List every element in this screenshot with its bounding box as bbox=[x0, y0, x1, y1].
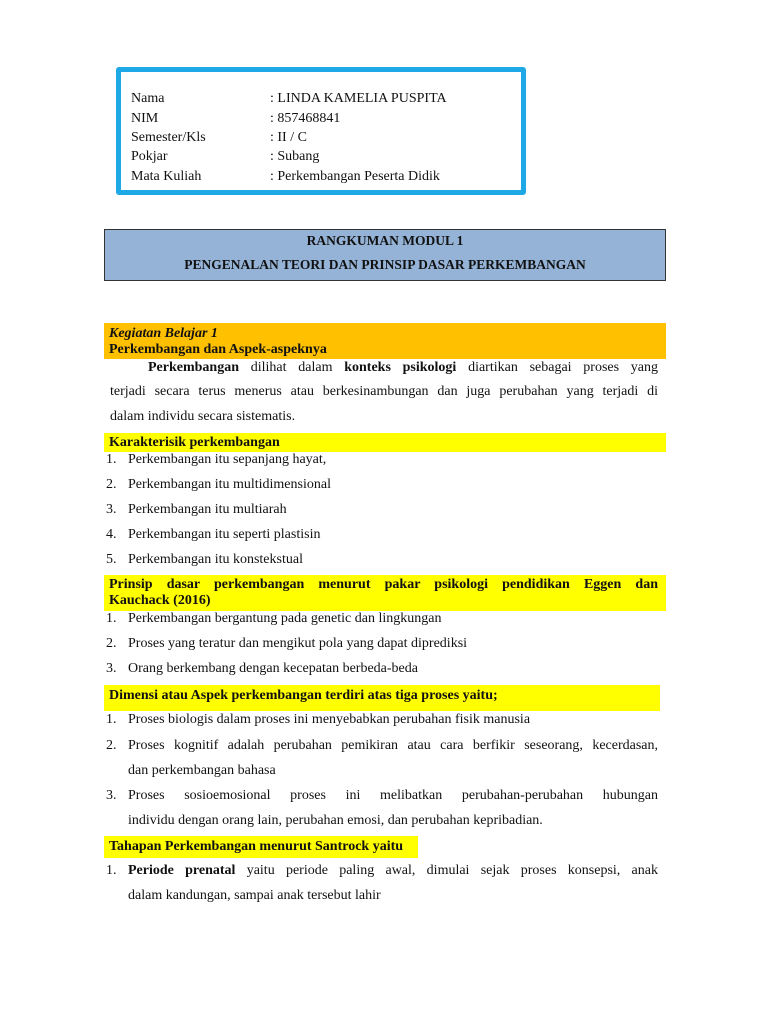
section-header bbox=[104, 323, 666, 359]
list-text: Perkembangan itu multidimensional bbox=[128, 477, 331, 492]
list-number: 2. bbox=[106, 477, 117, 492]
list-text: Orang berkembang dengan kecepatan berbeda-beda bbox=[128, 661, 418, 676]
prinsip-heading-line-1: Prinsip dasar perkembangan menurut pakar psikologi pendidikan Eggen dan bbox=[109, 577, 658, 592]
tahapan-heading: Tahapan Perkembangan menurut Santrock yaitu bbox=[104, 836, 418, 858]
list-number: 1. bbox=[106, 611, 117, 626]
intro-text: dilihat dalam bbox=[239, 360, 345, 375]
list-text-rest: yaitu periode paling awal, dimulai sejak proses konsepsi, anak bbox=[235, 863, 658, 878]
list-number: 2. bbox=[106, 636, 117, 651]
list-text: Perkembangan itu seperti plastisin bbox=[128, 527, 321, 542]
list-number: 3. bbox=[106, 788, 117, 803]
dimensi-heading: Dimensi atau Aspek perkembangan terdiri atas tiga proses yaitu; bbox=[104, 685, 660, 711]
list-number: 2. bbox=[106, 738, 117, 753]
section-heading: Perkembangan dan Aspek-aspeknya bbox=[109, 342, 327, 357]
module-subtitle: PENGENALAN TEORI DAN PRINSIP DASAR PERKEMBANGAN bbox=[184, 257, 586, 272]
info-value: : Subang bbox=[270, 149, 320, 164]
list-text: Perkembangan itu multiarah bbox=[128, 502, 287, 517]
term-periode-prenatal: Periode prenatal bbox=[128, 863, 236, 878]
list-text bbox=[128, 863, 658, 879]
list-text: Perkembangan itu konstekstual bbox=[128, 552, 303, 567]
list-number: 5. bbox=[106, 552, 117, 567]
list-number: 3. bbox=[106, 502, 117, 517]
info-label: NIM bbox=[131, 111, 159, 126]
list-number: 1. bbox=[106, 452, 117, 467]
student-info-box bbox=[116, 67, 526, 195]
list-text: Perkembangan bergantung pada genetic dan lingkungan bbox=[128, 611, 442, 626]
list-number: 3. bbox=[106, 661, 117, 676]
intro-line-1 bbox=[110, 360, 658, 376]
list-number: 1. bbox=[106, 712, 117, 727]
list-text: Proses sosioemosional proses ini melibatkan perubahan-perubahan hubungan bbox=[128, 788, 658, 803]
info-label: Semester/Kls bbox=[131, 130, 206, 145]
list-text-continuation: dan perkembangan bahasa bbox=[128, 763, 276, 778]
info-label: Pokjar bbox=[131, 149, 168, 164]
list-text: Proses kognitif adalah perubahan pemikiran atau cara berfikir seseorang, kecerdasan, bbox=[128, 738, 658, 753]
info-value: : Perkembangan Peserta Didik bbox=[270, 169, 440, 184]
prinsip-heading bbox=[104, 575, 666, 611]
term-perkembangan: Perkembangan bbox=[148, 360, 239, 375]
list-text: Proses yang teratur dan mengikut pola yang dapat diprediksi bbox=[128, 636, 468, 651]
prinsip-heading-line-2: Kauchack (2016) bbox=[109, 593, 211, 608]
term-konteks-psikologi: konteks psikologi bbox=[344, 360, 457, 375]
list-text-continuation: dalam kandungan, sampai anak tersebut lahir bbox=[128, 888, 381, 903]
intro-line-2: terjadi secara terus menerus atau berkesinambungan dan juga perubahan yang terjadi di bbox=[110, 384, 658, 399]
info-value: : II / C bbox=[270, 130, 307, 145]
module-title-box bbox=[104, 229, 666, 281]
intro-text: diartikan sebagai proses yang bbox=[456, 360, 659, 375]
intro-line-3: dalam individu secara sistematis. bbox=[110, 409, 296, 424]
kegiatan-belajar-label: Kegiatan Belajar 1 bbox=[109, 326, 218, 341]
list-text: Perkembangan itu sepanjang hayat, bbox=[128, 452, 327, 467]
info-label: Mata Kuliah bbox=[131, 169, 202, 184]
module-title: RANGKUMAN MODUL 1 bbox=[306, 233, 464, 248]
list-text-continuation: individu dengan orang lain, perubahan emosi, dan perubahan kepribadian. bbox=[128, 813, 543, 828]
list-number: 1. bbox=[106, 863, 117, 878]
list-number: 4. bbox=[106, 527, 117, 542]
info-value: : 857468841 bbox=[270, 111, 341, 126]
info-value: : LINDA KAMELIA PUSPITA bbox=[270, 91, 447, 106]
karakteristik-heading: Karakterisik perkembangan bbox=[104, 433, 666, 452]
info-label: Nama bbox=[131, 91, 165, 106]
list-text: Proses biologis dalam proses ini menyebabkan perubahan fisik manusia bbox=[128, 712, 531, 727]
